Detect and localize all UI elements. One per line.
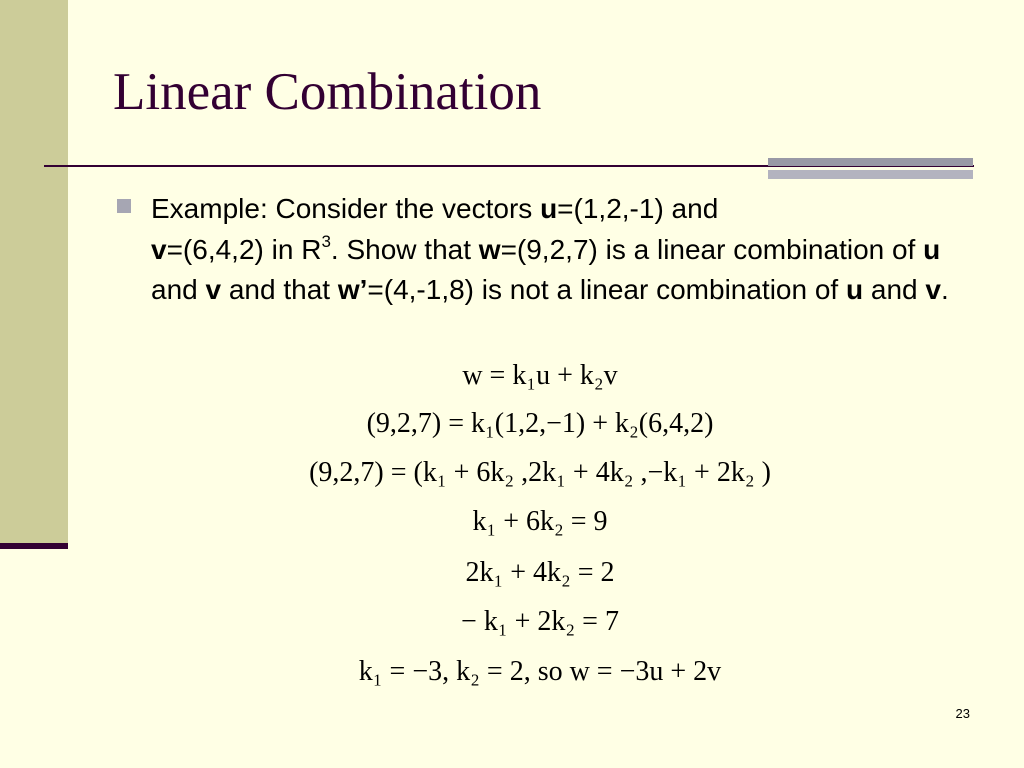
- equation-5: 2k₁ + 4k₂ = 2: [465, 557, 615, 588]
- slide-title: Linear Combination: [113, 63, 542, 121]
- left-decorative-band: [0, 0, 68, 546]
- equation-1: w = k₁u + k₂v: [462, 360, 618, 391]
- vector-u-label: u: [923, 233, 941, 265]
- accent-bar-bottom: [768, 170, 973, 179]
- body-text-segment: =(4,-1,8) is not a linear combination of: [367, 274, 846, 305]
- exponent: 3: [321, 232, 331, 252]
- page-number: 23: [955, 706, 970, 721]
- body-text-segment: =(6,4,2) in R: [166, 233, 322, 265]
- vector-w-prime-label: w’: [337, 274, 368, 305]
- body-text-segment: and that: [221, 274, 338, 305]
- equation-4: k₁ + 6k₂ = 9: [472, 506, 608, 537]
- body-text-segment: and: [863, 274, 926, 305]
- equation-7: k₁ = −3, k₂ = 2, so w = −3u + 2v: [358, 656, 722, 687]
- vector-u-label: u: [846, 274, 864, 305]
- vector-w-label: w: [478, 233, 501, 265]
- accent-bar-top: [768, 158, 973, 166]
- body-text-segment: . Show that: [330, 233, 479, 265]
- vector-u-label: u: [540, 193, 558, 224]
- body-text-segment: Example: Consider the vectors: [151, 193, 541, 224]
- example-paragraph: [151, 189, 951, 311]
- vector-v-label: v: [205, 274, 222, 305]
- equation-3: (9,2,7) = (k₁ + 6k₂ ,2k₁ + 4k₂ ,−k₁ + 2k₂ ): [309, 457, 771, 488]
- equation-2: (9,2,7) = k₁(1,2,−1) + k₂(6,4,2): [366, 408, 714, 439]
- body-text-segment: =(9,2,7) is a linear combination of: [500, 233, 924, 265]
- body-text-segment: and: [151, 274, 206, 305]
- vector-v-label: v: [151, 233, 167, 265]
- left-band-bottom-bar: [0, 543, 68, 549]
- bullet-square-icon: [117, 199, 131, 213]
- body-text-segment: =(1,2,-1) and: [557, 193, 719, 224]
- vector-v-label: v: [925, 274, 941, 305]
- equation-6: − k₁ + 2k₂ = 7: [461, 606, 619, 637]
- body-text-segment: .: [940, 274, 949, 305]
